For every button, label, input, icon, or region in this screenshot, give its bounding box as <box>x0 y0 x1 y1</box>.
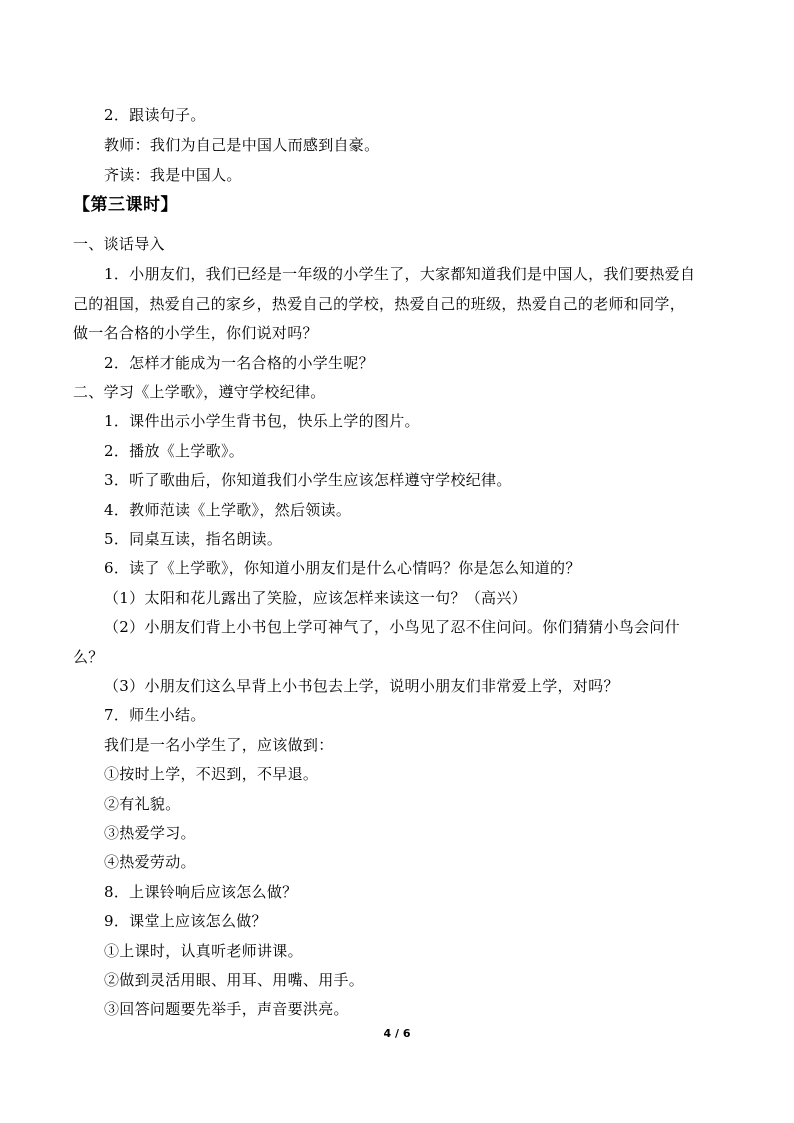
text-line: （3）小朋友们这么早背上小书包去上学，说明小朋友们非常爱上学，对吗？ <box>104 677 619 695</box>
page-number: 4 / 6 <box>383 1027 411 1040</box>
text-line: ①按时上学，不迟到，不早退。 <box>104 765 319 783</box>
text-line: 2．怎样才能成为一名合格的小学生呢？ <box>104 354 374 372</box>
text-line: ②做到灵活用眼、用耳、用嘴、用手。 <box>104 971 365 989</box>
section-heading: 【第三课时】 <box>73 195 178 215</box>
text-line: 我们是一名小学生了，应该做到： <box>104 736 334 754</box>
text-line: 二、学习《上学歌》，遵守学校纪律。 <box>73 383 326 401</box>
text-line: 2．播放《上学歌》。 <box>104 442 245 460</box>
text-line: 一、谈话导入 <box>73 235 165 253</box>
text-line: ①上课时，认真听老师讲课。 <box>104 942 303 960</box>
text-line: ③热爱学习。 <box>104 824 196 842</box>
text-line: 4．教师范读《上学歌》，然后领读。 <box>104 501 352 519</box>
text-line: ③回答问题要先举手，声音要洪亮。 <box>104 1000 349 1018</box>
text-line: ④热爱劳动。 <box>104 853 196 871</box>
text-line: 么？ <box>73 648 104 666</box>
text-line: 6．读了《上学歌》，你知道小朋友们是什么心情吗？你是怎么知道的？ <box>104 559 581 577</box>
text-line: 3．听了歌曲后，你知道我们小学生应该怎样遵守学校纪律。 <box>104 471 512 489</box>
text-line: 9．课堂上应该怎么做？ <box>104 912 267 930</box>
text-line: 教师：我们为自己是中国人而感到自豪。 <box>104 136 380 154</box>
text-line: 己的祖国，热爱自己的家乡，热爱自己的学校，热爱自己的班级，热爱自己的老师和同学， <box>73 295 686 313</box>
text-line: 齐读：我是中国人。 <box>104 166 242 184</box>
text-line: 8．上课铃响后应该怎么做？ <box>104 883 298 901</box>
text-line: 做一名合格的小学生，你们说对吗？ <box>73 324 318 342</box>
text-line: 1．课件出示小学生背书包，快乐上学的图片。 <box>104 412 420 430</box>
text-line: ②有礼貌。 <box>104 795 181 813</box>
text-line: （2）小朋友们背上小书包上学可神气了，小鸟见了忍不住问问。你们猜猜小鸟会问什 <box>104 618 680 636</box>
text-line: 7．师生小结。 <box>104 706 206 724</box>
text-line: 5．同桌互读，指名朗读。 <box>104 530 283 548</box>
text-line: 2．跟读句子。 <box>104 106 206 124</box>
text-line: （1）太阳和花儿露出了笑脸，应该怎样来读这一句？（高兴） <box>104 589 527 607</box>
text-line: 1．小朋友们，我们已经是一年级的小学生了，大家都知道我们是中国人，我们要热爱自 <box>104 265 696 283</box>
